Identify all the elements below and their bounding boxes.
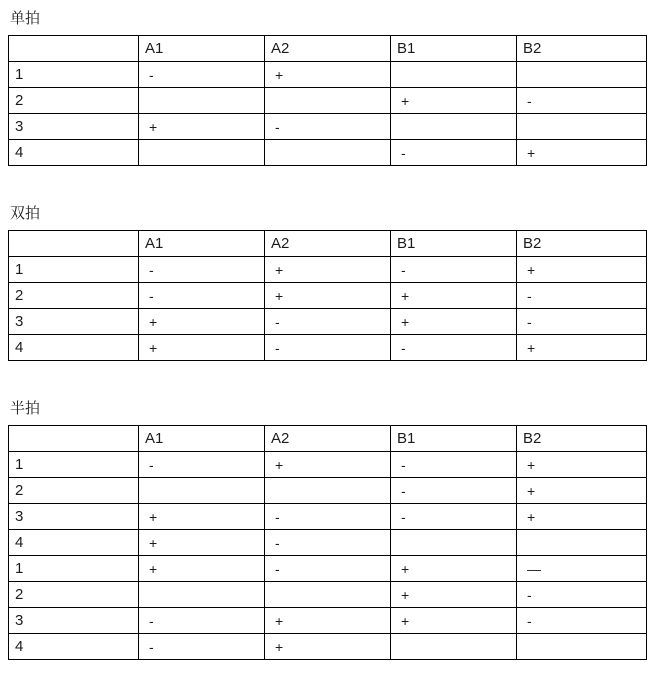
row-label-cell: 2 — [9, 478, 139, 504]
header-cell — [9, 36, 139, 62]
header-cell: A1 — [139, 231, 265, 257]
table-header-row — [9, 426, 647, 452]
table-row — [9, 335, 647, 361]
header-cell: A2 — [265, 36, 391, 62]
table-row — [9, 530, 647, 556]
table-header-row — [9, 231, 647, 257]
table-row — [9, 62, 647, 88]
data-cell — [391, 62, 517, 88]
data-cell: - — [265, 556, 391, 582]
data-cell — [391, 530, 517, 556]
data-cell — [139, 140, 265, 166]
data-cell: + — [265, 608, 391, 634]
data-cell: - — [265, 114, 391, 140]
header-cell — [9, 231, 139, 257]
table-row — [9, 478, 647, 504]
data-cell: - — [391, 504, 517, 530]
data-cell — [517, 114, 647, 140]
header-cell: A2 — [265, 231, 391, 257]
table-row — [9, 283, 647, 309]
row-label-cell: 3 — [9, 504, 139, 530]
data-cell: - — [139, 62, 265, 88]
table-header-row — [9, 36, 647, 62]
header-cell: B1 — [391, 231, 517, 257]
data-cell: + — [139, 504, 265, 530]
data-cell: + — [391, 309, 517, 335]
data-cell: - — [517, 283, 647, 309]
header-cell — [9, 426, 139, 452]
row-label-cell: 3 — [9, 309, 139, 335]
data-cell — [391, 634, 517, 660]
table-row — [9, 608, 647, 634]
data-cell — [139, 582, 265, 608]
section-single-beat — [8, 9, 651, 166]
table-row — [9, 88, 647, 114]
table-row — [9, 582, 647, 608]
row-label-cell: 2 — [9, 582, 139, 608]
data-cell: - — [517, 582, 647, 608]
data-cell: - — [265, 530, 391, 556]
row-label-cell: 3 — [9, 608, 139, 634]
table-row — [9, 452, 647, 478]
row-label-cell: 1 — [9, 257, 139, 283]
data-cell: + — [265, 257, 391, 283]
row-label-cell: 4 — [9, 634, 139, 660]
data-cell — [265, 88, 391, 114]
row-label-cell: 4 — [9, 335, 139, 361]
row-label-cell: 4 — [9, 530, 139, 556]
row-label-cell: 2 — [9, 88, 139, 114]
data-cell: + — [265, 283, 391, 309]
data-cell: — — [517, 556, 647, 582]
data-cell: + — [139, 114, 265, 140]
table-title: 半拍 — [10, 400, 41, 417]
data-cell: - — [139, 283, 265, 309]
header-cell: B2 — [517, 36, 647, 62]
data-cell — [517, 62, 647, 88]
table-row — [9, 309, 647, 335]
data-cell: + — [517, 504, 647, 530]
double-beat-table — [8, 230, 647, 361]
row-label-cell: 1 — [9, 62, 139, 88]
data-cell: + — [517, 140, 647, 166]
data-cell: - — [391, 335, 517, 361]
data-cell: + — [139, 335, 265, 361]
table-row — [9, 634, 647, 660]
data-cell: + — [265, 634, 391, 660]
data-cell — [265, 478, 391, 504]
table-row — [9, 140, 647, 166]
data-cell — [139, 478, 265, 504]
single-beat-table — [8, 35, 647, 166]
table-row — [9, 504, 647, 530]
row-label-cell: 1 — [9, 556, 139, 582]
table-title: 双拍 — [10, 205, 41, 222]
header-cell: B1 — [391, 36, 517, 62]
data-cell: - — [265, 309, 391, 335]
row-label-cell: 4 — [9, 140, 139, 166]
section-double-beat — [8, 204, 651, 361]
data-cell: - — [139, 257, 265, 283]
header-cell: B1 — [391, 426, 517, 452]
data-cell — [139, 88, 265, 114]
table-row — [9, 114, 647, 140]
row-label-cell: 3 — [9, 114, 139, 140]
data-cell: - — [391, 257, 517, 283]
data-cell: - — [265, 335, 391, 361]
data-cell: - — [391, 140, 517, 166]
section-half-beat — [8, 399, 651, 660]
data-cell: + — [139, 309, 265, 335]
header-cell: B2 — [517, 426, 647, 452]
data-cell: + — [391, 88, 517, 114]
row-label-cell: 2 — [9, 283, 139, 309]
data-cell: + — [139, 556, 265, 582]
header-cell: A1 — [139, 36, 265, 62]
data-cell: + — [391, 608, 517, 634]
data-cell — [517, 530, 647, 556]
data-cell: + — [391, 283, 517, 309]
data-cell: + — [517, 335, 647, 361]
data-cell: - — [517, 88, 647, 114]
row-label-cell: 1 — [9, 452, 139, 478]
data-cell — [265, 140, 391, 166]
data-cell: + — [517, 257, 647, 283]
data-cell: + — [517, 452, 647, 478]
header-cell: B2 — [517, 231, 647, 257]
header-cell: A1 — [139, 426, 265, 452]
data-cell: - — [391, 478, 517, 504]
data-cell — [517, 634, 647, 660]
data-cell: + — [391, 582, 517, 608]
data-cell: - — [391, 452, 517, 478]
data-cell: - — [139, 634, 265, 660]
data-cell: - — [517, 608, 647, 634]
header-cell: A2 — [265, 426, 391, 452]
data-cell: + — [265, 452, 391, 478]
data-cell: - — [517, 309, 647, 335]
data-cell: + — [391, 556, 517, 582]
table-title: 单拍 — [10, 10, 41, 27]
data-cell: - — [139, 608, 265, 634]
data-cell: - — [139, 452, 265, 478]
data-cell — [391, 114, 517, 140]
data-cell: - — [265, 504, 391, 530]
data-cell — [265, 582, 391, 608]
half-beat-table — [8, 425, 647, 660]
data-cell: + — [517, 478, 647, 504]
data-cell: + — [265, 62, 391, 88]
data-cell: + — [139, 530, 265, 556]
table-row — [9, 556, 647, 582]
table-row — [9, 257, 647, 283]
